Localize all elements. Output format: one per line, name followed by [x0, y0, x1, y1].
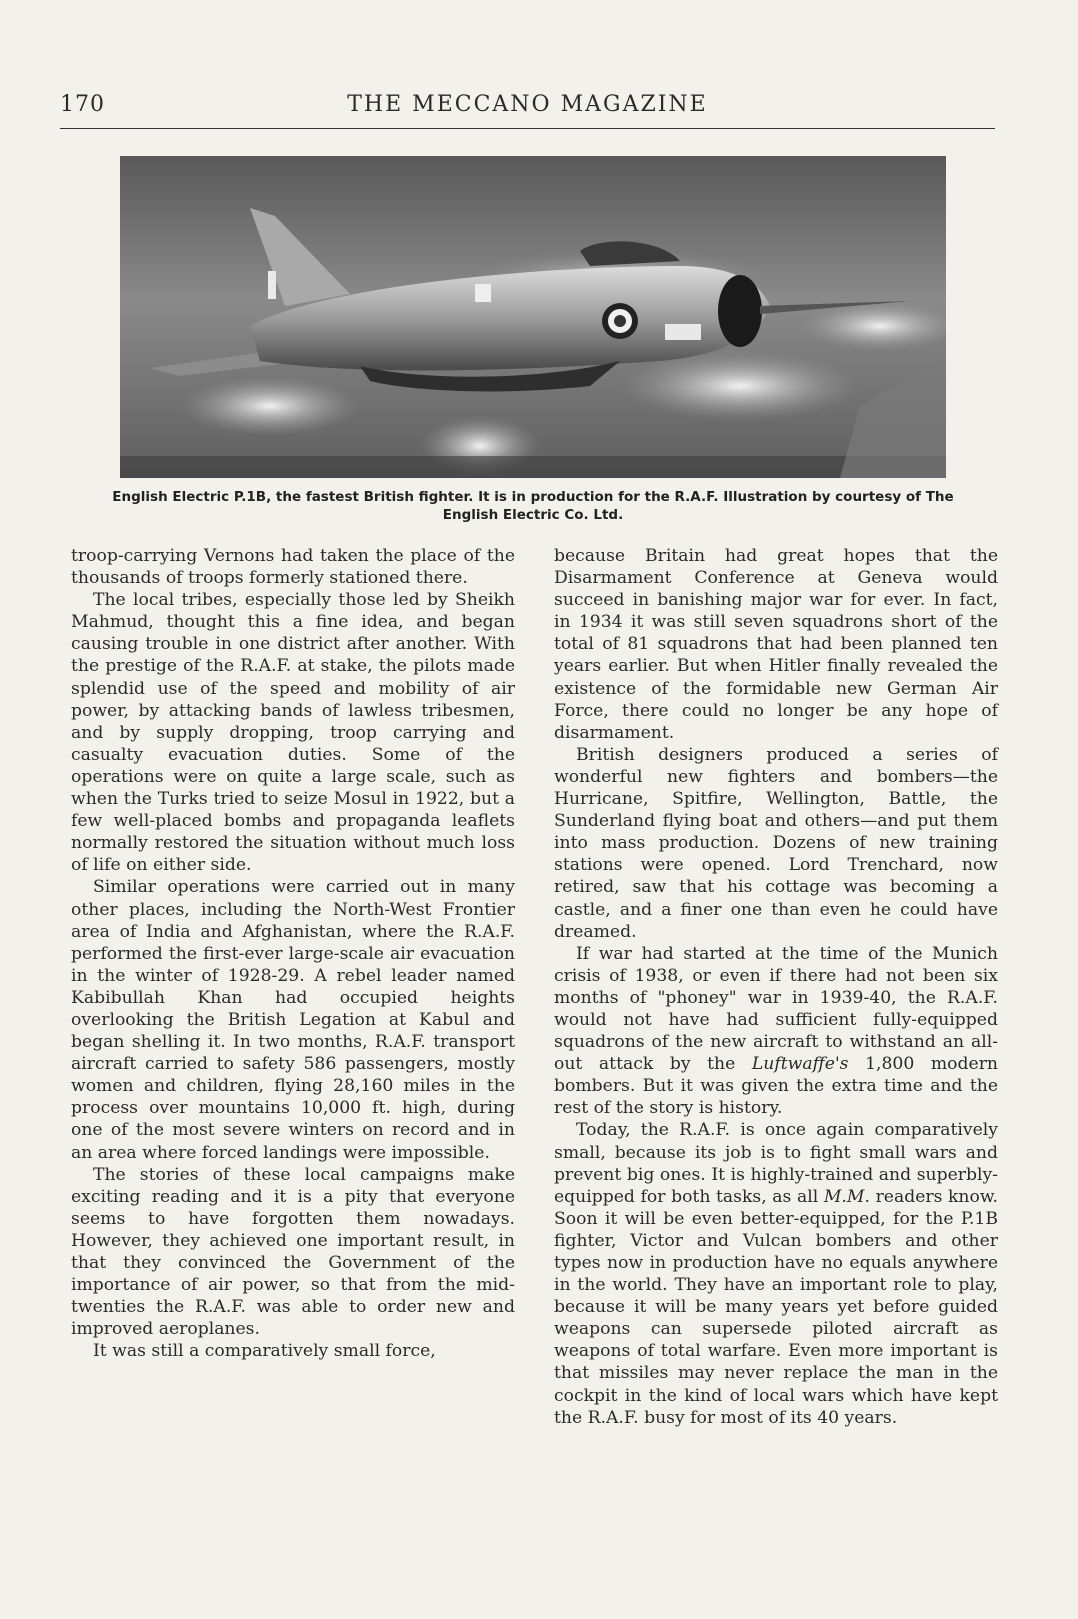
- paragraph: The stories of these local campaigns make exciting reading and it is a pity that everyone seems to have forgotten them nowadays. However, they achieved one important result, in that they convinced the Government of the importance of air power, so that from the mid-twenties the R.A.F. was able to order new and improved aeroplanes.: [71, 1164, 515, 1340]
- page-number: 170: [60, 92, 105, 117]
- paragraph: [554, 1119, 998, 1428]
- paragraph: The local tribes, especially those led by Sheikh Mahmud, thought this a fine idea, and began causing trouble in one district after another. With the prestige of the R.A.F. at stake, the pilots made splendid use of the speed and mobility of air power, by attacking bands of lawless tribesmen, and by supply dropping, troop carrying and casualty evacuation duties. Some of the operations were on quite a large scale, such as when the Turks tried to seize Mosul in 1922, but a few well-placed bombs and propaganda leaflets normally restored the situation without much loss of life on either side.: [71, 590, 515, 876]
- paragraph: because Britain had great hopes that the Disarmament Conference at Geneva would succeed in banishing major war for ever. In fact, in 1934 it was still seven squadrons short of the total of 81 squadrons that had been planned ten years earlier. But when Hitler finally revealed the existence of the formidable new German Air Force, there could no longer be any hope of disarmament.: [554, 546, 998, 743]
- aircraft-photo: [120, 156, 946, 478]
- right-column: [554, 545, 998, 1429]
- aircraft-photo-illustration: [120, 156, 946, 478]
- paragraph: Similar operations were carried out in many other places, including the North-West Frontier area of India and Afghanistan, where the R.A.F. performed the first-ever large-scale air evacuation in the winter of 1928-29. A rebel leader named Kabibullah Khan had occupied heights overlooking the British Legation at Kabul and began shelling it. In two months, R.A.F. transport aircraft carried to safety 586 passengers, mostly women and children, flying 28,160 miles in the process over mountains 10,000 ft. high, during one of the most severe winters on record and in an area where forced landings were impossible.: [71, 877, 515, 1163]
- photo-caption: English Electric P.1B, the fastest British fighter. It is in production for the R.A.F. Illustration by courtesy of The English Electric Co. Ltd.: [112, 489, 954, 523]
- text-run: 1,800 modern bombers. But it was given the extra time and the rest of the story is history.: [554, 1054, 998, 1119]
- text-run: readers know. Soon it will be even better-equipped, for the P.1B fighter, Victor and Vulcan bombers and other types now in production have no equals anywhere in the world. They have an important role to play, because it will be many years yet before guided weapons can supersede piloted aircraft as weapons of total warfare. Even more important is that missiles may never replace the man in the cockpit in the kind of local wars which have kept the R.A.F. busy for most of its 40 years.: [554, 1186, 998, 1428]
- text-run: Today, the R.A.F. is once again comparatively small, because its job is to fight small wars and prevent big ones. It is highly-trained and superbly-equipped for both tasks, as all: [554, 1120, 998, 1207]
- italic-text: M.M.: [823, 1186, 870, 1207]
- magazine-title: THE MECCANO MAGAZINE: [347, 92, 708, 117]
- paragraph: British designers produced a series of wonderful new fighters and bombers—the Hurricane, Spitfire, Wellington, Battle, the Sunderland flying boat and others—and put them into mass production. Dozens of new training stations were opened. Lord Trenchard, now retired, saw that his cottage was becoming a castle, and a finer one than even he could have dreamed.: [554, 744, 998, 942]
- header-rule: [60, 128, 995, 129]
- page-header: [60, 86, 995, 126]
- text-run: If war had started at the time of the Munich crisis of 1938, or even if there had not been six months of "phoney" war in 1939-40, the R.A.F. would not have had sufficient fully-equipped squadrons of the new aircraft to withstand an all-out attack by the: [554, 943, 998, 1075]
- italic-text: Luftwaffe's: [751, 1054, 849, 1075]
- paragraph: troop-carrying Vernons had taken the place of the thousands of troops formerly stationed there.: [71, 546, 515, 589]
- left-column: [71, 545, 515, 1362]
- paragraph: It was still a comparatively small force,: [93, 1341, 436, 1362]
- paragraph: [554, 943, 998, 1120]
